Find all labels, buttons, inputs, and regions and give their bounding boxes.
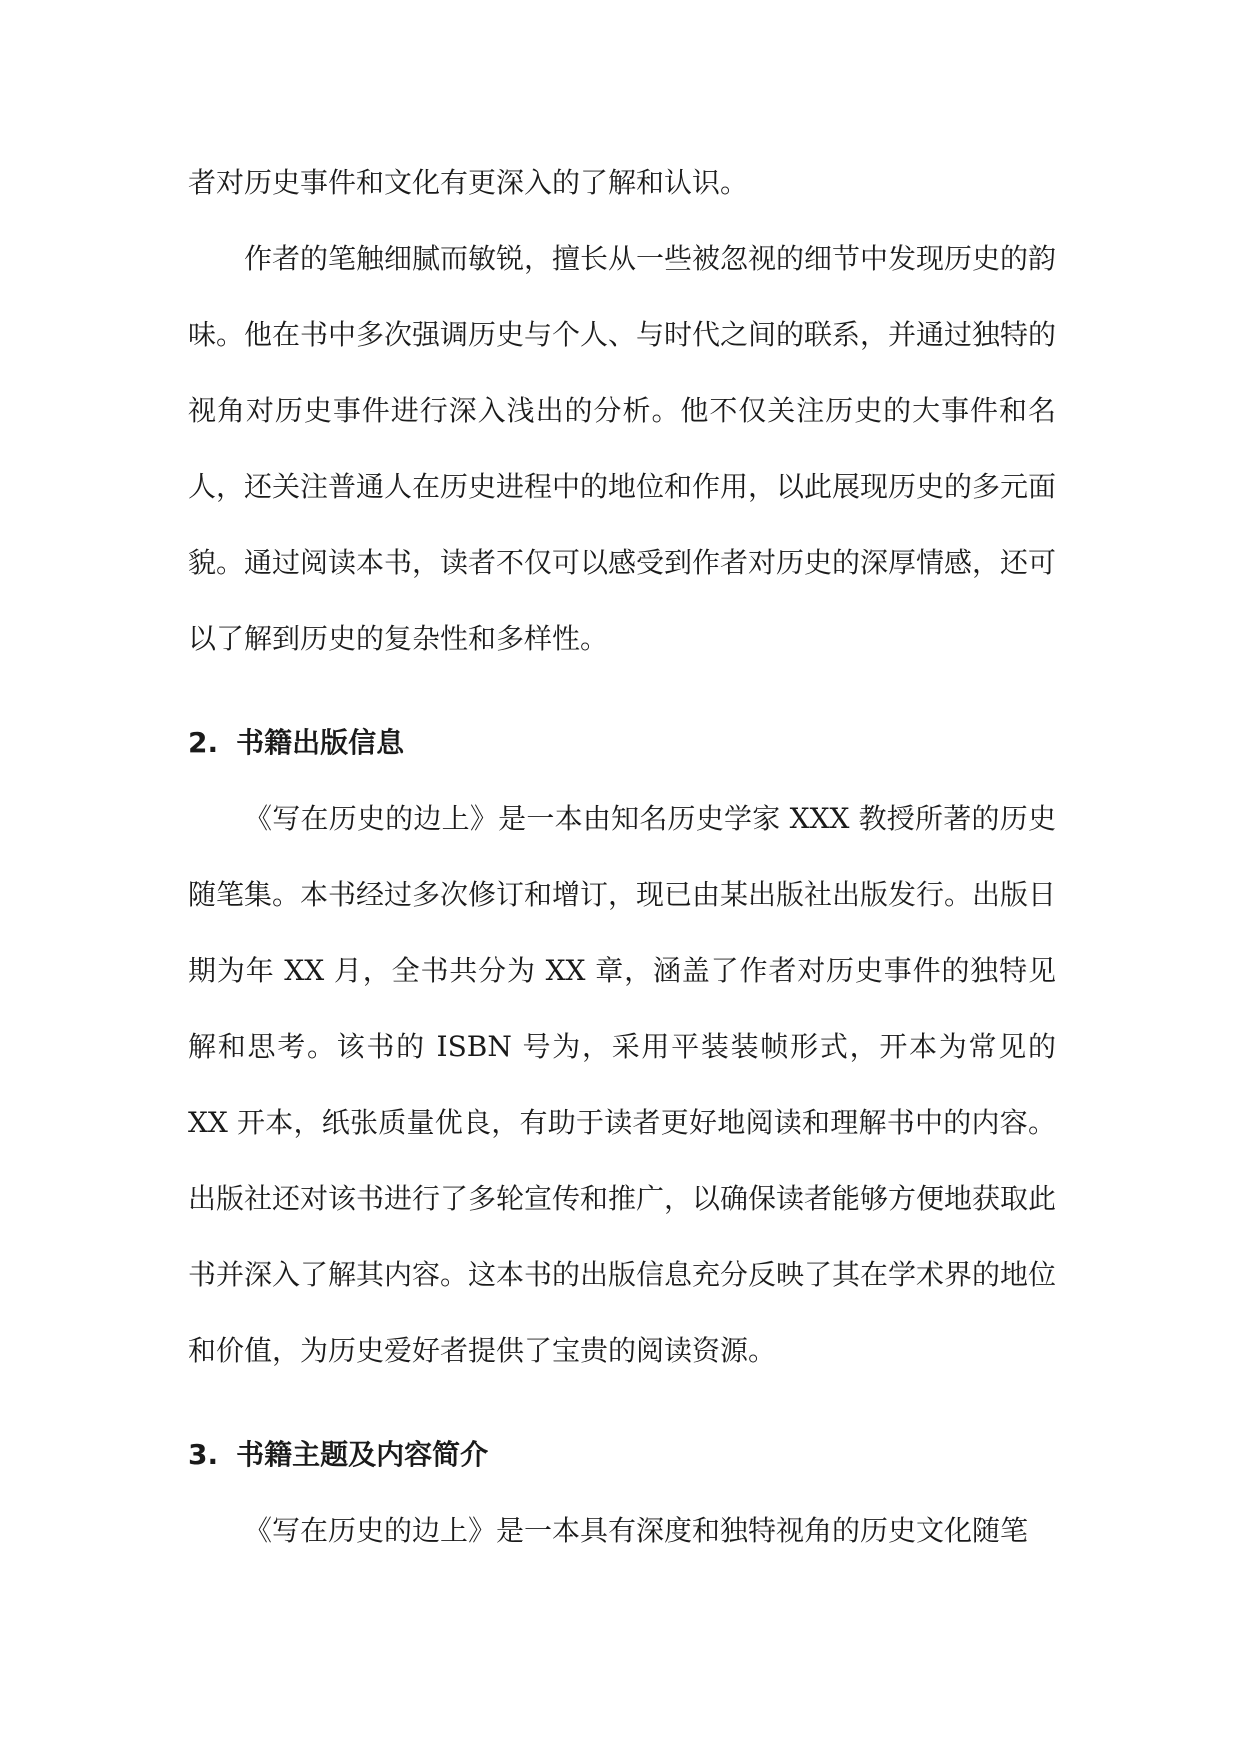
section-heading-theme-summary (188, 1417, 1056, 1493)
section-number: 2. (188, 726, 219, 759)
paragraph-continuation: 者对历史事件和文化有更深入的了解和认识。 (188, 166, 749, 199)
section-title: 书籍出版信息 (236, 726, 405, 759)
section-title: 书籍主题及内容简介 (236, 1438, 489, 1471)
document-body (188, 145, 1056, 1569)
section-heading-publication-info (188, 705, 1056, 781)
paragraph-theme-summary: 《写在历史的边上》是一本具有深度和独特视角的历史文化随笔 (244, 1514, 1029, 1547)
paragraph-publication-info: 《写在历史的边上》是一本由知名历史学家 XXX 教授所著的历史随笔集。本书经过多次修订和增订，现已由某出版社出版发行。出版日期为年 XX 月，全书共分为 XX 章，涵盖了作者对历史事件的独特见解和思考。该书的 ISBN 号为，采用平装装帧形式，开本为常见的 XX 开本，纸张质量优良，有助于读者更好地阅读和理解书中的内容。出版社还对该书进行了多轮宣传和推广，以确保读者能够方便地获取此书并深入了解其内容。这本书的出版信息充分反映了其在学术界的地位和价值，为历史爱好者提供了宝贵的阅读资源。 (188, 802, 1057, 1367)
section-number: 3. (188, 1438, 219, 1471)
paragraph-author-style: 作者的笔触细腻而敏锐，擅长从一些被忽视的细节中发现历史的韵味。他在书中多次强调历史与个人、与时代之间的联系，并通过独特的视角对历史事件进行深入浅出的分析。他不仅关注历史的大事件和名人，还关注普通人在历史进程中的地位和作用，以此展现历史的多元面貌。通过阅读本书，读者不仅可以感受到作者对历史的深厚情感，还可以了解到历史的复杂性和多样性。 (188, 242, 1057, 655)
